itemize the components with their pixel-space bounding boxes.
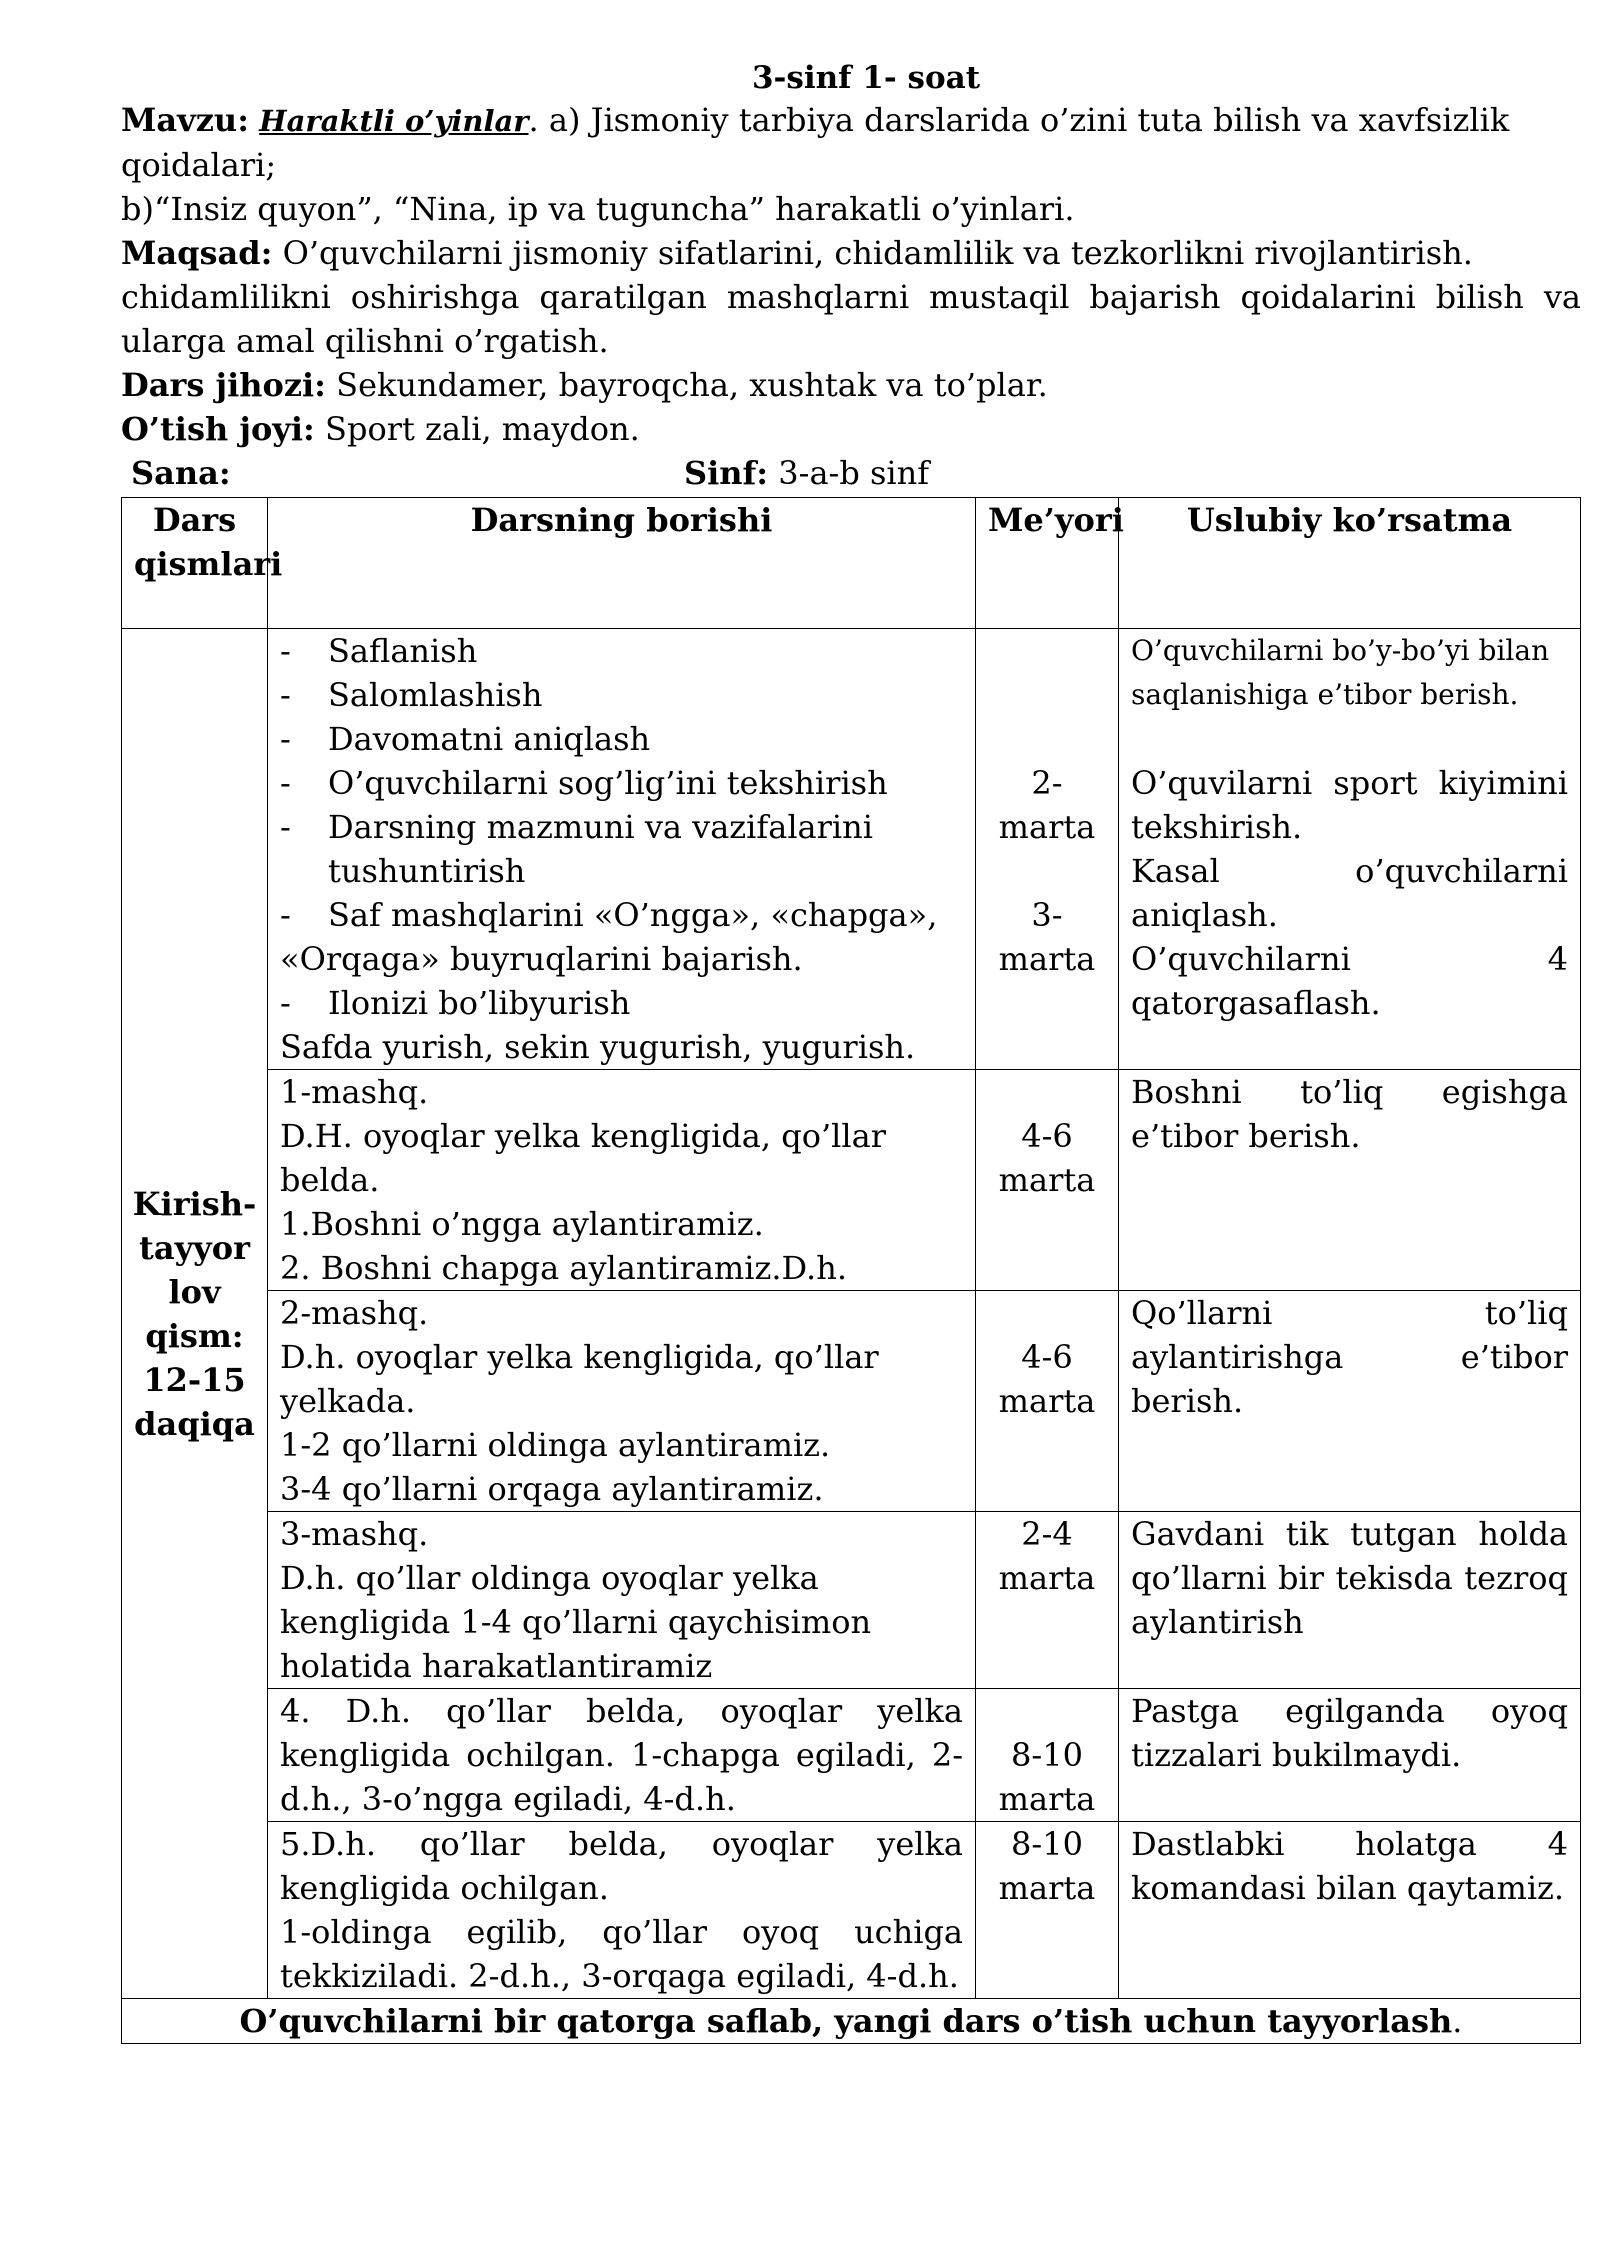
table-footer-row (122, 1999, 1581, 2044)
row2-meyor-b: marta (998, 1161, 1096, 1199)
table-row (122, 1512, 1581, 1689)
list-item: - O’quvchilarni sog’lig’ini tekshirish (280, 764, 888, 802)
header-meyori: Me’yori (976, 498, 1119, 629)
maqsad-label: Maqsad: (121, 234, 273, 272)
jihoz-text: Sekundamer, bayroqcha, xushtak va to’plar. (325, 366, 1048, 404)
table-row (122, 1070, 1581, 1291)
row1-meyor-2: 3- (1031, 896, 1063, 934)
lesson-plan-page (121, 58, 1581, 2044)
row3-line-2: D.h. oyoqlar yelka kengligida, qo’llar yelkada. (280, 1338, 879, 1420)
row3-line-1: 2-mashq. (280, 1294, 429, 1332)
row1-note-small-2: saqlanishiga e’tibor berish. (1131, 678, 1519, 711)
row6-meyor-a: 8-10 (1011, 1825, 1083, 1863)
row1-meyor-1b: marta (998, 808, 1096, 846)
part-label-5: 12-15 (143, 1360, 246, 1399)
row5-meyor-b: marta (998, 1780, 1096, 1818)
mavzu-text-2: b)“Insiz quyon”, “Nina, ip va tuguncha” harakatli o’yinlari. (121, 190, 1075, 228)
maqsad-text-1: O’quvchilarni jismoniy sifatlarini, chidamlilik va tezkorlikni rivojlantirish. (272, 234, 1473, 272)
row2-line-1: 1-mashq. (280, 1073, 429, 1111)
sinf-line (684, 451, 929, 495)
list-item: - Saf mashqlarini «O’ngga», «chapga», «Orqaga» buyruqlarini bajarish. (280, 896, 938, 978)
lesson-title: 3-sinf 1- soat (751, 60, 981, 96)
maqsad-text-2: chidamlilikni oshirishga qaratilgan mashqlarni mustaqil bajarish qoidalarini bilish va ularga amal qilishni o’rgatish. (121, 278, 1581, 360)
row6-meyor-b: marta (998, 1869, 1096, 1907)
header-darsning-borishi: Darsning borishi (268, 498, 976, 629)
row3-content (268, 1291, 976, 1512)
footer-dot: . (1452, 2002, 1463, 2040)
row4-content (268, 1512, 976, 1689)
jihoz-line (121, 363, 1581, 407)
row2-meyor-a: 4-6 (1021, 1117, 1073, 1155)
row5-meyor (976, 1689, 1119, 1822)
row3-meyor (976, 1291, 1119, 1512)
row1-notes (1119, 629, 1581, 1070)
header-dars-qismlari: Dars qismlari (122, 498, 268, 629)
part-label-4: qism: (145, 1316, 244, 1355)
list-item: - Ilonizi bo’libyurish (280, 984, 631, 1022)
row3-meyor-b: marta (998, 1382, 1096, 1420)
row2-line-3: 1.Boshni o’ngga aylantiramiz. (280, 1205, 764, 1243)
row6-text-2: 1-oldinga egilib, qo’llar oyoq uchiga tekkiziladi. 2-d.h., 3-orqaga egiladi, 4-d.h. (280, 1913, 963, 1995)
lesson-header (121, 98, 1581, 495)
mavzu-label: Mavzu: (121, 101, 249, 139)
joy-text: Sport zali, maydon. (314, 410, 640, 448)
joy-line (121, 407, 1581, 451)
table-row (122, 629, 1581, 1070)
part-label-2: tayyor (139, 1228, 250, 1267)
row2-content (268, 1070, 976, 1291)
row4-meyor (976, 1512, 1119, 1689)
table-row (122, 1822, 1581, 1999)
sinf-label: Sinf: (684, 454, 769, 492)
row6-meyor (976, 1822, 1119, 1999)
part-label-6: daqiqa (134, 1404, 255, 1443)
mavzu-line (121, 98, 1581, 187)
row5-note: Pastga egilganda oyoq tizzalari bukilmaydi. (1119, 1689, 1581, 1822)
list-item: - Salomlashish (280, 676, 543, 714)
table-row (122, 1291, 1581, 1512)
row1-meyor-2b: marta (998, 940, 1096, 978)
list-item: - Darsning mazmuni va vazifalarini tushuntirish (280, 808, 873, 890)
row1-note-3: O’quvilarni sport kiyimini tekshirish. (1131, 764, 1568, 846)
row4-line-2: D.h. qo’llar oldinga oyoqlar yelka kengligida 1-4 qo’llarni qaychisimon holatida harakatlantiramiz (280, 1559, 872, 1685)
row2-note: Boshni to’liq egishga e’tibor berish. (1119, 1070, 1581, 1291)
row4-line-1: 3-mashq. (280, 1515, 429, 1553)
row3-note: Qo’llarni to’liq aylantirishga e’tibor berish. (1119, 1291, 1581, 1512)
row3-line-3: 1-2 qo’llarni oldinga aylantiramiz. (280, 1426, 831, 1464)
row1-note-small-1: O’quvchilarni bo’y-bo’yi bilan (1131, 634, 1550, 667)
row6-note: Dastlabki holatga 4 komandasi bilan qaytamiz. (1119, 1822, 1581, 1999)
row1-note-5: O’quvchilarni 4 qatorgasaflash. (1131, 940, 1568, 1022)
footer-text: O’quvchilarni bir qatorga saflab, yangi dars o’tish uchun tayyorlash (239, 2002, 1453, 2040)
row3-meyor-a: 4-6 (1021, 1338, 1073, 1376)
list-item: - Saflanish (280, 632, 478, 670)
maqsad-line (121, 231, 1581, 275)
part-label-1: Kirish- (132, 1184, 257, 1223)
sana-sinf-row (121, 451, 1581, 495)
table-header-row (122, 498, 1581, 629)
row6-content (268, 1822, 976, 1999)
row6-text-1: 5.D.h. qo’llar belda, oyoqlar yelka kengligida ochilgan. (280, 1825, 963, 1907)
row1-content (268, 629, 976, 1070)
row5-meyor-a: 8-10 (1011, 1736, 1083, 1774)
row1-list (280, 629, 963, 1025)
footer-cell (122, 1999, 1581, 2044)
row3-line-4: 3-4 qo’llarni orqaga aylantiramiz. (280, 1470, 824, 1508)
part-label-3: lov (168, 1272, 221, 1311)
row4-meyor-a: 2-4 (1021, 1515, 1073, 1553)
row1-meyor (976, 629, 1119, 1070)
sana-label: Sana: (131, 454, 231, 492)
sinf-text: 3-a-b sinf (768, 454, 930, 492)
header-uslubiy-korsatma: Uslubiy ko’rsatma (1119, 498, 1581, 629)
row1-last-line: Safda yurish, sekin yugurish, yugurish. (280, 1028, 916, 1066)
row4-meyor-b: marta (998, 1559, 1096, 1597)
lesson-table (121, 497, 1581, 2044)
row2-meyor (976, 1070, 1119, 1291)
row4-note: Gavdani tik tutgan holda qo’llarni bir tekisda tezroq aylantirish (1119, 1512, 1581, 1689)
row5-content: 4. D.h. qo’llar belda, oyoqlar yelka kengligida ochilgan. 1-chapga egiladi, 2-d.h., 3-o’ngga egiladi, 4-d.h. (268, 1689, 976, 1822)
table-row (122, 1689, 1581, 1822)
row1-note-4: Kasal o’quvchilarni aniqlash. (1131, 852, 1568, 934)
row2-line-4: 2. Boshni chapga aylantiramiz.D.h. (280, 1249, 847, 1287)
joy-label: O’tish joyi: (121, 410, 315, 448)
lesson-part-cell (122, 629, 268, 1999)
mavzu-topic: Haraktli o’yinlar (259, 104, 529, 138)
row2-line-2: D.H. oyoqlar yelka kengligida, qo’llar belda. (280, 1117, 886, 1199)
mavzu-text-1: . a) Jismoniy tarbiya darslarida o’zini tuta bilish va xavfsizlik qoidalari; (121, 101, 1510, 184)
jihoz-label: Dars jihozi: (121, 366, 326, 404)
list-item: - Davomatni aniqlash (280, 720, 651, 758)
row1-meyor-1: 2- (1031, 764, 1063, 802)
